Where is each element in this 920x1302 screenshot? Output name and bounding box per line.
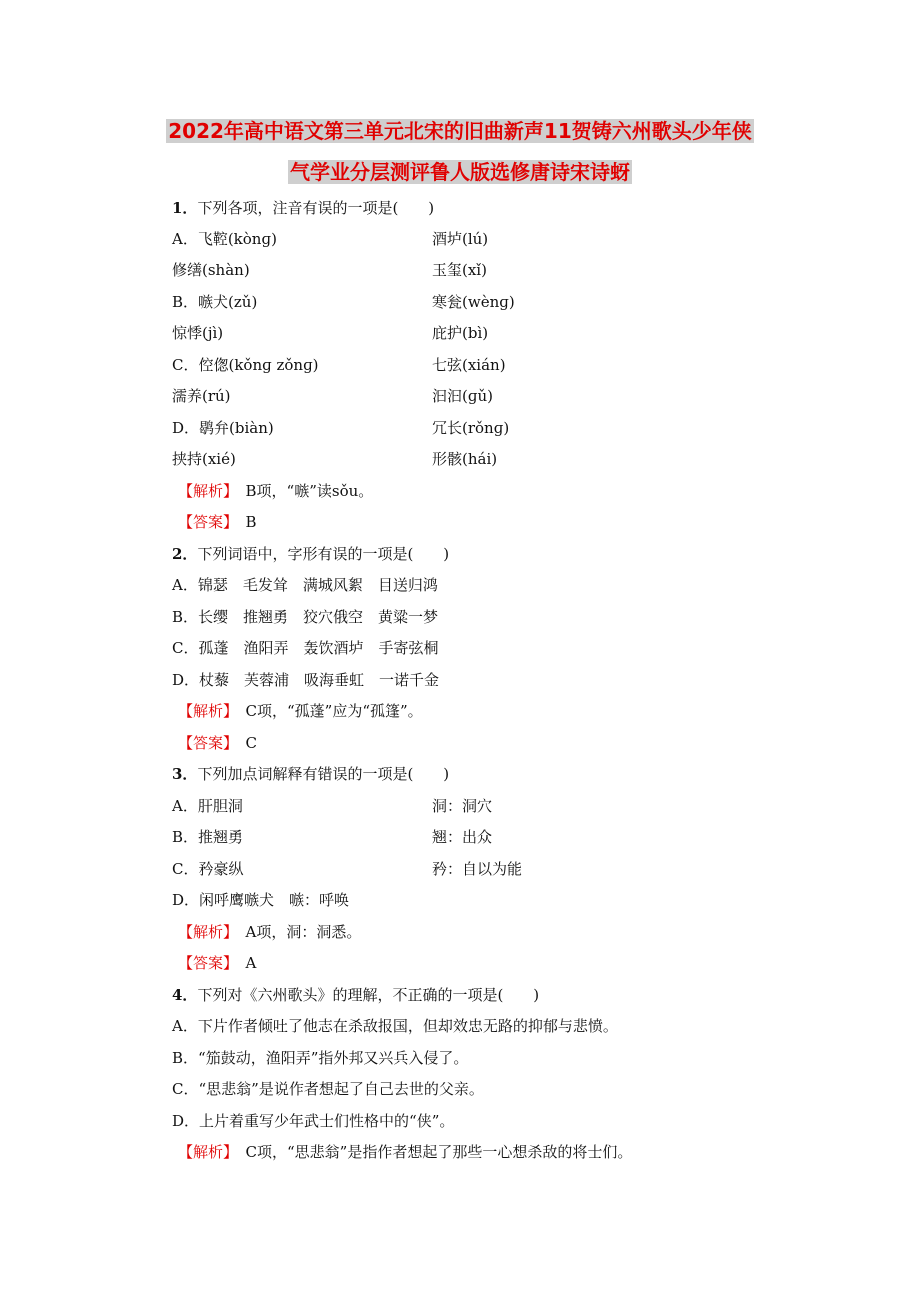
q1-option-b-left: B．嗾犬(zǔ) — [172, 293, 258, 311]
answer-label: 【答案】 — [178, 734, 231, 752]
title-line-2: 气学业分层测评鲁人版选修唐诗宋诗蚜 — [290, 160, 630, 184]
q4-option-b: B．“笳鼓动，渔阳弄”指外邦又兴兵入侵了。 — [172, 1049, 469, 1067]
q1-option-a2-left: 修缮(shàn) — [172, 261, 250, 279]
q2-answer: 【答案】 C — [178, 734, 258, 752]
q1-option-d-left: D．鹖弁(biàn) — [172, 419, 274, 437]
q2-option-b: B．长缨 推翘勇 狡穴俄空 黄粱一梦 — [172, 608, 439, 626]
analysis-label: 【解析】 — [178, 923, 231, 941]
q3-option-c-right: 矜：自以为能 — [432, 860, 523, 878]
q4-option-c: C．“思悲翁”是说作者想起了自己去世的父亲。 — [172, 1080, 484, 1098]
q3-option-b-right: 翘：出众 — [432, 828, 493, 846]
q1-option-c-left: C．倥偬(kǒnɡ zǒnɡ) — [172, 356, 319, 374]
q1-option-a-right: 酒垆(lú) — [432, 230, 489, 248]
question-1-stem: 1．下列各项，注音有误的一项是( ) — [172, 199, 435, 217]
q3-option-b-left: B．推翘勇 — [172, 828, 244, 846]
q3-option-d: D．闲呼鹰嗾犬 嗾：呼唤 — [172, 891, 350, 909]
q4-option-d: D．上片着重写少年武士们性格中的“侠”。 — [172, 1112, 455, 1130]
title-line-1: 2022年高中语文第三单元北宋的旧曲新声11贺铸六州歌头少年侠 — [168, 119, 752, 143]
question-4-stem: 4．下列对《六州歌头》的理解，不正确的一项是( ) — [172, 986, 540, 1004]
q1-option-b-right: 寒瓮(wènɡ) — [432, 293, 515, 311]
q1-option-d2-right: 形骸(hái) — [432, 450, 498, 468]
q2-option-a: A．锦瑟 毛发耸 满城风絮 目送归鸿 — [172, 576, 438, 594]
q2-option-c: C．孤蓬 渔阳弄 轰饮酒垆 手寄弦桐 — [172, 639, 439, 657]
q1-option-b2-right: 庇护(bì) — [432, 324, 489, 342]
q1-option-c2-left: 濡养(rú) — [172, 387, 231, 405]
q1-analysis: 【解析】 B项，“嗾”读sǒu。 — [178, 482, 374, 500]
q1-answer: 【答案】 B — [178, 513, 257, 531]
q3-option-a-right: 洞：洞穴 — [432, 797, 493, 815]
analysis-label: 【解析】 — [178, 482, 231, 500]
question-3-stem: 3．下列加点词解释有错误的一项是( ) — [172, 765, 450, 783]
q4-option-a: A．下片作者倾吐了他志在杀敌报国，但却效忠无路的抑郁与悲愤。 — [172, 1017, 618, 1035]
question-2-stem: 2．下列词语中，字形有误的一项是( ) — [172, 545, 450, 563]
analysis-label: 【解析】 — [178, 1143, 231, 1161]
q3-answer: 【答案】 A — [178, 954, 257, 972]
q1-option-d-right: 冗长(rǒnɡ) — [432, 419, 510, 437]
q1-option-a2-right: 玉玺(xǐ) — [432, 261, 487, 279]
analysis-label: 【解析】 — [178, 702, 231, 720]
q3-option-a-left: A．肝胆洞 — [172, 797, 243, 815]
q3-analysis: 【解析】 A项，洞：洞悉。 — [178, 923, 362, 941]
answer-label: 【答案】 — [178, 954, 231, 972]
q1-option-a-left: A．飞鞚(kònɡ) — [172, 230, 277, 248]
q1-option-b2-left: 惊悸(jì) — [172, 324, 224, 342]
q4-analysis: 【解析】 C项，“思悲翁”是指作者想起了那些一心想杀敌的将士们。 — [178, 1143, 633, 1161]
q1-option-c2-right: 汩汩(ɡǔ) — [432, 387, 493, 405]
q2-analysis: 【解析】 C项，“孤蓬”应为“孤篷”。 — [178, 702, 423, 720]
answer-label: 【答案】 — [178, 513, 231, 531]
q1-option-c-right: 七弦(xián) — [432, 356, 506, 374]
q3-option-c-left: C．矜豪纵 — [172, 860, 244, 878]
q2-option-d: D．杖藜 芙蓉浦 吸海垂虹 一诺千金 — [172, 671, 440, 689]
q1-option-d2-left: 挟持(xié) — [172, 450, 236, 468]
